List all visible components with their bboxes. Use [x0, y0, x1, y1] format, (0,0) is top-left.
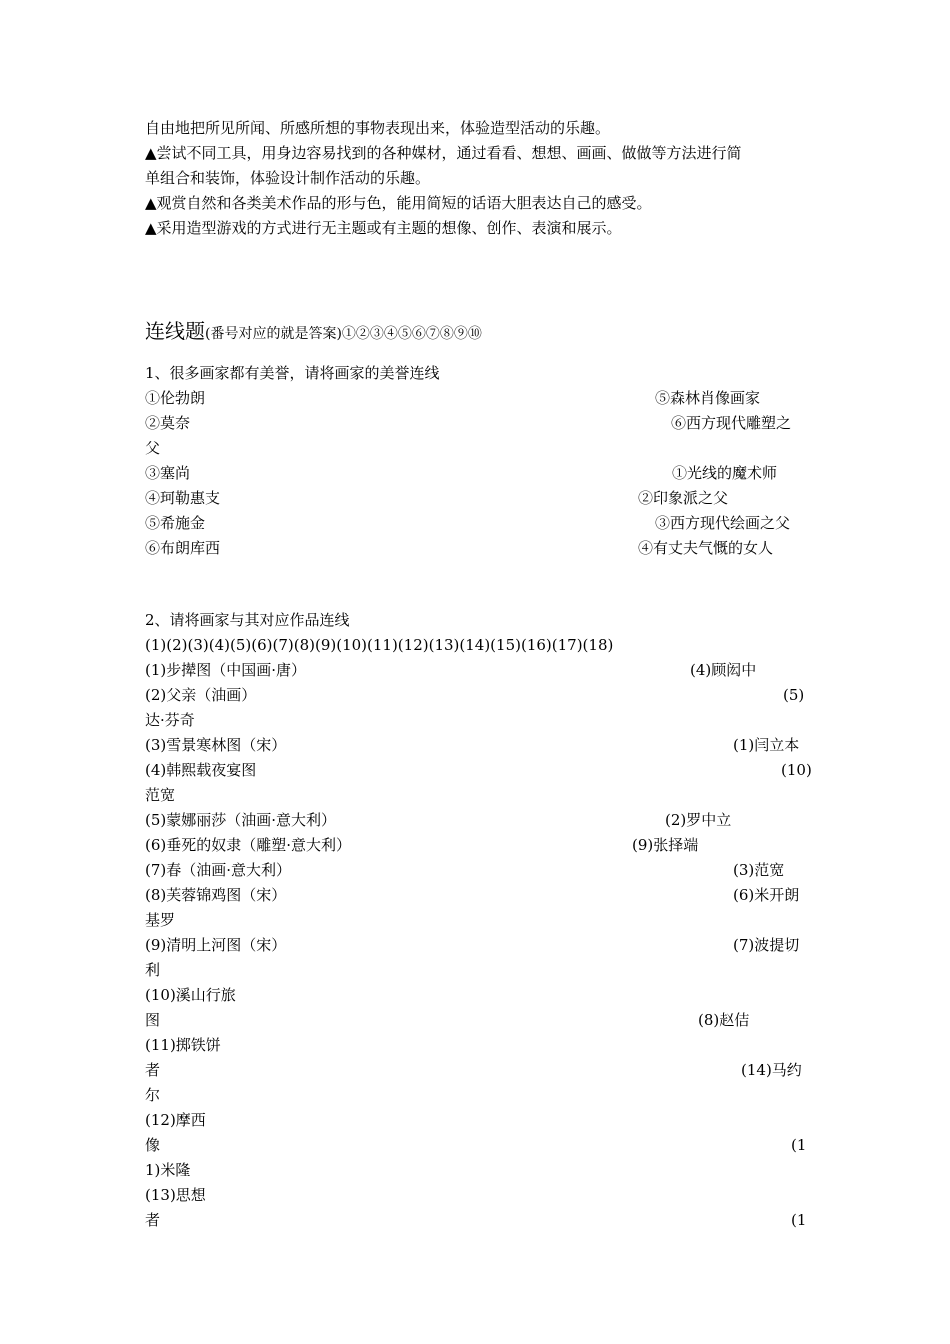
q2-right-item: (8)赵佶	[698, 1011, 750, 1029]
intro-line-4: ▲观赏自然和各类美术作品的形与色，能用简短的话语大胆表达自己的感受。	[145, 194, 652, 212]
q2-wrap-text: 范宽	[145, 786, 176, 804]
q1-right-item: ⑤森林肖像画家	[655, 389, 761, 407]
section-heading	[145, 318, 482, 344]
q2-left-item: (11)掷铁饼	[145, 1036, 221, 1054]
intro-line-3: 单组合和装饰，体验设计制作活动的乐趣。	[145, 169, 431, 187]
q2-left-item: (10)溪山行旅	[145, 986, 236, 1004]
intro-line-2: ▲尝试不同工具，用身边容易找到的各种媒材，通过看看、想想、画画、做做等方法进行简	[145, 144, 742, 162]
q2-left-item: (8)芙蓉锦鸡图（宋）	[145, 886, 287, 904]
q2-right-item: (5)	[783, 686, 805, 704]
q2-wrap-text: 者	[145, 1061, 161, 1079]
q1-right-item: ⑥西方现代雕塑之	[671, 414, 792, 432]
q2-right-item: (9)张择端	[632, 836, 699, 854]
section-note: (番号对应的就是答案)①②③④⑤⑥⑦⑧⑨⑩	[205, 326, 482, 342]
q2-right-item: (2)罗中立	[665, 811, 732, 829]
q1-question: 1、很多画家都有美誉，请将画家的美誉连线	[145, 364, 440, 382]
q2-wrap-text: 达·芬奇	[145, 711, 195, 729]
q1-left-item: ①伦勃朗	[145, 389, 206, 407]
q2-left-item: (13)思想	[145, 1186, 206, 1204]
q2-wrap-text: 1)米隆	[145, 1161, 191, 1179]
q1-right-item: ①光线的魔术师	[672, 464, 778, 482]
q2-wrap-text: 尔	[145, 1086, 161, 1104]
q1-left-item: ④珂勒惠支	[145, 489, 221, 507]
q1-left-item: ③塞尚	[145, 464, 191, 482]
q1-left-item: ⑥布朗库西	[145, 539, 221, 557]
section-title: 连线题	[145, 319, 205, 343]
q2-left-item: (5)蒙娜丽莎（油画·意大利）	[145, 811, 337, 829]
q2-wrap-text: 像	[145, 1136, 161, 1154]
q2-number-list: (1)(2)(3)(4)(5)(6)(7)(8)(9)(10)(11)(12)(13)(14)(15)(16)(17)(18)	[145, 636, 614, 654]
intro-line-1: 自由地把所见所闻、所感所想的事物表现出来，体验造型活动的乐趣。	[145, 119, 611, 137]
q2-right-item: (1	[791, 1211, 807, 1229]
q1-right-item: ④有丈夫气慨的女人	[638, 539, 774, 557]
q2-wrap-text: 图	[145, 1011, 161, 1029]
q2-right-item: (3)范宽	[733, 861, 785, 879]
q2-right-item: (1	[791, 1136, 807, 1154]
q2-wrap-text: 基罗	[145, 911, 176, 929]
q2-left-item: (12)摩西	[145, 1111, 206, 1129]
q2-right-item: (1)闫立本	[733, 736, 800, 754]
q1-right-item: ③西方现代绘画之父	[655, 514, 791, 532]
q2-left-item: (7)春（油画·意大利）	[145, 861, 292, 879]
q1-left-item: ②莫奈	[145, 414, 191, 432]
q2-left-item: (2)父亲（油画）	[145, 686, 257, 704]
q2-left-item: (6)垂死的奴隶（雕塑·意大利）	[145, 836, 352, 854]
q2-left-item: (4)韩熙载夜宴图	[145, 761, 257, 779]
q2-left-item: (9)清明上河图（宋）	[145, 936, 287, 954]
q2-right-item: (6)米开朗	[733, 886, 800, 904]
intro-line-5: ▲采用造型游戏的方式进行无主题或有主题的想像、创作、表演和展示。	[145, 219, 622, 237]
q2-right-item: (4)顾闳中	[690, 661, 757, 679]
q2-left-item: (1)步撵图（中国画·唐）	[145, 661, 307, 679]
q2-right-item: (14)马约	[741, 1061, 802, 1079]
q1-wrap-text: 父	[145, 439, 161, 457]
q2-right-item: (7)波提切	[733, 936, 800, 954]
q2-left-item: (3)雪景寒林图（宋）	[145, 736, 287, 754]
q2-wrap-text: 者	[145, 1211, 161, 1229]
q2-right-item: (10)	[781, 761, 812, 779]
q1-left-item: ⑤希施金	[145, 514, 206, 532]
q2-question: 2、请将画家与其对应作品连线	[145, 611, 350, 629]
q1-right-item: ②印象派之父	[638, 489, 729, 507]
q2-wrap-text: 利	[145, 961, 161, 979]
